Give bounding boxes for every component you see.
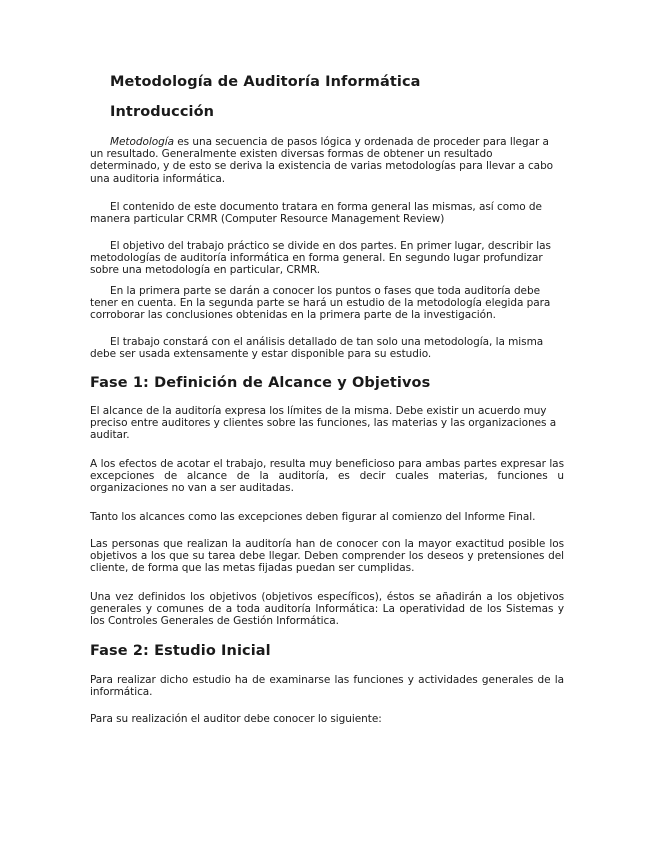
intro-paragraph-3: El objetivo del trabajo práctico se divide en dos partes. En primer lugar, describir las metodologías de auditoría informática en forma general. En segundo lugar profundizar sobre una metodología en particular, CRMR. [90,240,551,277]
phase2-paragraph-2: Para su realización el auditor debe conocer lo siguiente: [90,713,382,725]
intro-paragraph-2: El contenido de este documento tratara en forma general las mismas, así como de manera particular CRMR (Computer Resource Management Review) [90,201,542,226]
intro-paragraph-5: El trabajo constará con el análisis detallado de tan solo una metodología, la misma debe ser usada extensamente y estar disponible para su estudio. [90,336,544,361]
phase2-heading: Fase 2: Estudio Inicial [90,643,271,659]
intro-paragraph-1 [90,136,564,185]
intro-paragraph-1-text: es una secuencia de pasos lógica y ordenada de proceder para llegar a un resultado. Generalmente existen diversas formas de obtener un resultado determinado, y de esto se deriva la existencia de varias metodologías para llevar a cabo una auditoria informática. [90,136,554,185]
intro-lead-term: Metodología [110,136,174,148]
phase1-paragraph-2: A los efectos de acotar el trabajo, resulta muy beneficioso para ambas partes expresar las excepciones de alcance de la auditoría, es decir cuales materias, funciones u organizaciones no van a ser auditadas. [90,458,564,495]
phase1-paragraph-1: El alcance de la auditoría expresa los límites de la misma. Debe existir un acuerdo muy preciso entre auditores y clientes sobre las funciones, las materias y las organizaciones a auditar. [90,405,557,442]
intro-heading: Introducción [110,104,215,120]
phase1-heading: Fase 1: Definición de Alcance y Objetivos [90,375,431,391]
phase2-paragraph-1: Para realizar dicho estudio ha de examinarse las funciones y actividades generales de la informática. [90,674,564,699]
phase1-paragraph-3: Tanto los alcances como las excepciones deben figurar al comienzo del Informe Final. [90,511,536,523]
phase1-paragraph-4: Las personas que realizan la auditoría han de conocer con la mayor exactitud posible los objetivos a los que su tarea debe llegar. Deben comprender los deseos y pretensiones del cliente, de forma que las metas fijadas puedan ser cumplidas. [90,538,564,575]
document-title: Metodología de Auditoría Informática [110,74,421,90]
phase1-paragraph-5: Una vez definidos los objetivos (objetivos específicos), éstos se añadirán a los objetivos generales y comunes de a toda auditoría Informática: La operatividad de los Sistemas y los Controles Generales de Gestión Informática. [90,591,564,628]
intro-paragraph-4: En la primera parte se darán a conocer los puntos o fases que toda auditoría debe tener en cuenta. En la segunda parte se hará un estudio de la metodología elegida para corroborar las conclusiones obtenidas en la primera parte de la investigación. [90,285,551,322]
